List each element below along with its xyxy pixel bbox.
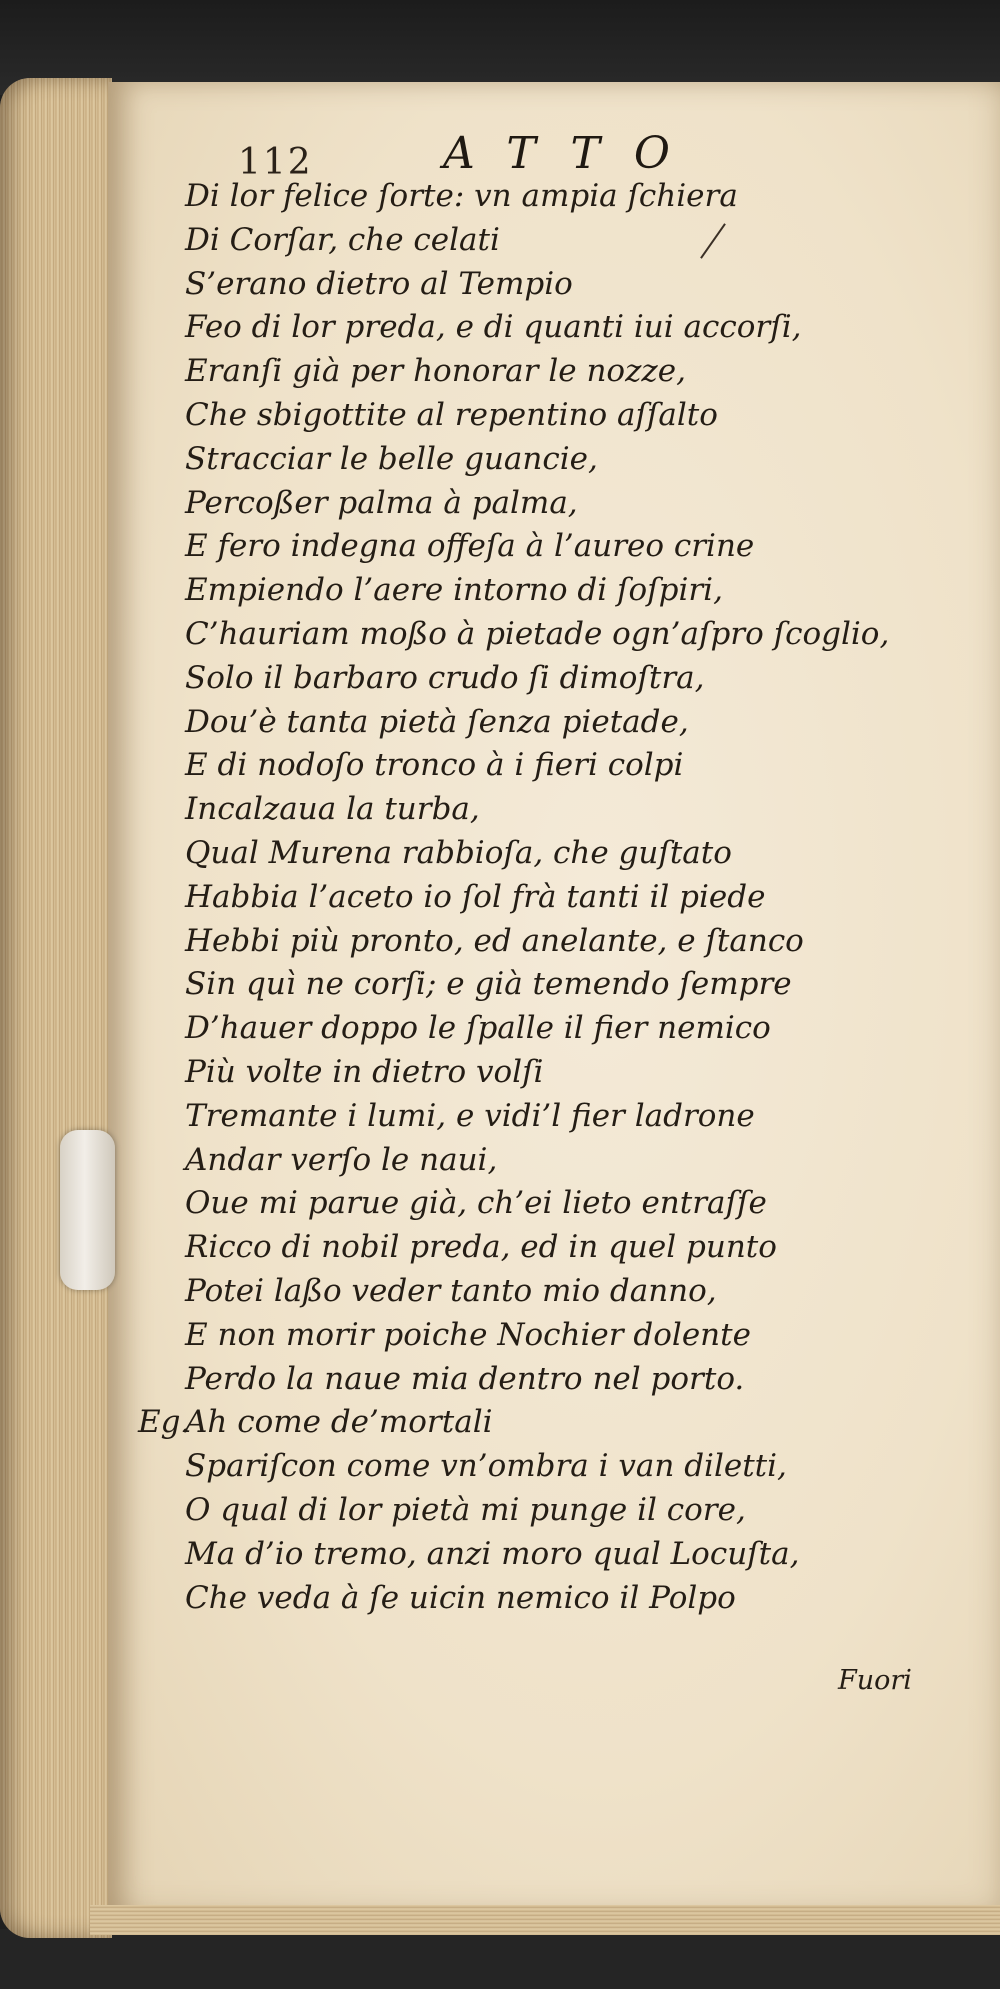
verse-line: [185, 569, 985, 613]
verse-line: [185, 1139, 985, 1183]
verse-line: [185, 306, 985, 350]
verse-line: [185, 1007, 985, 1051]
verse-line: [185, 263, 985, 307]
verse-line: [185, 1270, 985, 1314]
page-edge: [0, 78, 112, 1938]
verse-line: [185, 394, 985, 438]
verse-text: Stracciar le belle guancie,: [185, 440, 598, 477]
speaker-label: Eg.: [138, 1404, 191, 1441]
verse-line: [185, 1533, 985, 1577]
verse-line: [185, 1314, 985, 1358]
verse-text: S’erano dietro al Tempio: [185, 265, 573, 302]
verse-text: Eranſi già per honorar le nozze,: [185, 353, 686, 390]
verse-text: Sin quì ne corſi; e già temendo ſempre: [185, 966, 792, 1003]
verse-text: O qual di lor pietà mi punge il core,: [185, 1491, 746, 1528]
verse-text: Ma d’io tremo, anzi moro qual Locuſta,: [185, 1535, 800, 1572]
verse-line: [185, 832, 985, 876]
running-head: ATTO: [443, 128, 704, 179]
verse-line: [185, 920, 985, 964]
verse-text: Che veda à ſe uicin nemico il Polpo: [185, 1579, 736, 1616]
verse-line: [185, 701, 985, 745]
verse-text: Spariſcon come vn’ombra i van diletti,: [185, 1448, 787, 1485]
verse-text: Solo il barbaro crudo ſi dimoſtra,: [185, 659, 705, 696]
verse-text: Tremante i lumi, e vidi’l fier ladrone: [185, 1097, 755, 1134]
verse-text: Perdo la naue mia dentro nel porto.: [185, 1360, 745, 1397]
verse-text: Ah come de’mortali: [185, 1404, 493, 1441]
verse-text: E fero indegna offeſa à l’aureo crine: [185, 528, 755, 565]
verse-text: Habbia l’aceto io ſol frà tanti il piede: [185, 878, 766, 915]
verse-line: [185, 788, 985, 832]
page-bottom-edge: [90, 1905, 1000, 1935]
verse-text: D’hauer doppo le ſpalle il fier nemico: [185, 1010, 771, 1047]
verse-text: Dou’è tanta pietà ſenza pietade,: [185, 703, 689, 740]
verse-block: [138, 175, 985, 1620]
verse-line: [185, 963, 985, 1007]
verse-line: [185, 219, 985, 263]
verse-text: Di Corſar, che celati: [185, 221, 500, 258]
verse-line: [185, 350, 985, 394]
verse-line: [185, 482, 985, 526]
verse-line: [185, 1445, 985, 1489]
verse-line: [185, 525, 985, 569]
verse-line: [185, 1226, 985, 1270]
backdrop-top: [0, 0, 1000, 95]
page-number: 112: [238, 142, 313, 183]
verse-line: [138, 1401, 985, 1445]
verse-text: Oue mi parue già, ch’ei lieto entraſſe: [185, 1185, 767, 1222]
verse-text: Andar verſo le naui,: [185, 1141, 498, 1178]
verse-text: Di lor felice ſorte: vn ampia ſchiera: [185, 178, 738, 214]
verse-line: [185, 1577, 985, 1621]
verse-text: Feo di lor preda, e di quanti iui accorſi,: [185, 309, 802, 346]
verse-text: Hebbi più pronto, ed anelante, e ſtanco: [185, 922, 804, 959]
verse-line: [185, 613, 985, 657]
verse-text: Percoßer palma à palma,: [185, 484, 578, 521]
verse-text: Più volte in dietro volſi: [185, 1053, 544, 1090]
verse-line: [185, 1489, 985, 1533]
verse-text: E di nodoſo tronco à i fieri colpi: [185, 747, 684, 784]
verse-text: C’hauriam moßo à pietade ogn’aſpro ſcoglio,: [185, 615, 890, 652]
verse-line: [185, 1051, 985, 1095]
catchword: Fuori: [838, 1665, 912, 1696]
verse-line: [185, 1182, 985, 1226]
verse-text: Potei laßo veder tanto mio danno,: [185, 1272, 717, 1309]
verse-line: [185, 1358, 985, 1402]
backdrop-bottom: [0, 1929, 1000, 1989]
verse-line: [185, 657, 985, 701]
verse-text: E non morir poiche Nochier dolente: [185, 1316, 751, 1353]
verse-line: [185, 876, 985, 920]
verse-text: Incalzaua la turba,: [185, 791, 480, 828]
verse-line: [185, 438, 985, 482]
verse-text: Che sbigottite al repentino aſſalto: [185, 396, 718, 433]
page-clip: [60, 1130, 115, 1290]
verse-line: [185, 175, 985, 219]
verse-text: Empiendo l’aere intorno di ſoſpiri,: [185, 572, 723, 609]
verse-text: Ricco di nobil preda, ed in quel punto: [185, 1229, 777, 1266]
verse-line: [185, 1095, 985, 1139]
verse-line: [185, 744, 985, 788]
verse-text: Qual Murena rabbioſa, che guſtato: [185, 834, 732, 871]
